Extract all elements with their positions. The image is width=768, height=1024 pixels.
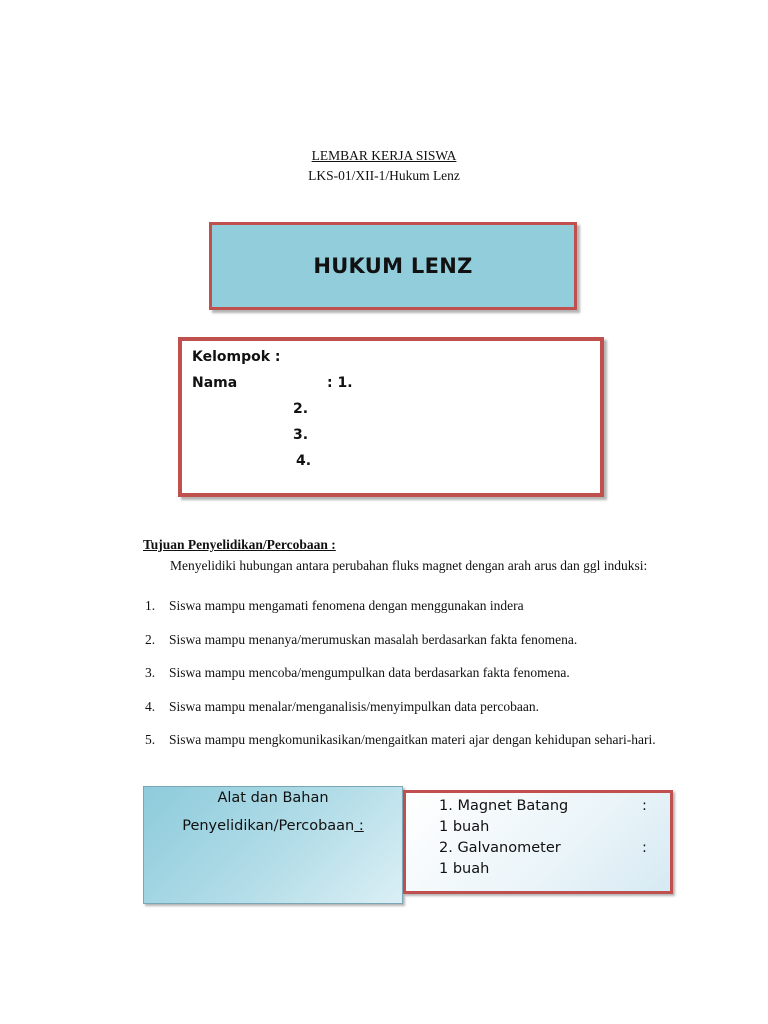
topic-title-box — [209, 222, 577, 310]
objective-text: Siswa mampu menanya/merumuskan masalah berdasarkan fakta fenomena. — [169, 632, 578, 647]
equipment-item-qty: 1 buah — [439, 819, 490, 835]
equipment-item-name: 1. Magnet Batang — [439, 798, 569, 814]
equipment-item-colon: : — [642, 840, 647, 856]
objective-number: 5. — [145, 732, 156, 747]
objective-number: 4. — [145, 699, 156, 714]
nama-number-4: 4. — [296, 453, 312, 469]
document-header — [0, 146, 768, 186]
equipment-heading-line2 — [144, 818, 402, 834]
equipment-heading-box — [143, 786, 403, 904]
objective-number: 3. — [145, 665, 156, 680]
group-info-box — [178, 337, 604, 497]
objective-text: Siswa mampu mengamati fenomena dengan menggunakan indera — [169, 598, 524, 613]
objectives-intro: Menyelidiki hubungan antara perubahan fluks magnet dengan arah arus dan ggl induksi: — [170, 558, 648, 573]
objective-number: 2. — [145, 632, 156, 647]
equipment-item-colon: : — [642, 798, 647, 814]
equipment-heading-line1: Alat dan Bahan — [217, 790, 329, 806]
worksheet-title: LEMBAR KERJA SISWA — [311, 148, 457, 163]
nama-number-2: 2. — [293, 401, 309, 417]
nama-label: Nama — [192, 375, 238, 391]
nama-number-1: : 1. — [327, 375, 353, 391]
objective-number: 1. — [145, 598, 156, 613]
kelompok-label: Kelompok : — [192, 349, 281, 365]
nama-number-3: 3. — [293, 427, 309, 443]
equipment-item-name: 2. Galvanometer — [439, 840, 561, 856]
equipment-heading-text: Penyelidikan/Percobaan — [182, 818, 355, 834]
equipment-list-box — [403, 790, 673, 894]
topic-title: HUKUM LENZ — [313, 254, 473, 278]
objective-text: Siswa mampu mengkomunikasikan/mengaitkan materi ajar dengan kehidupan sehari-hari. — [169, 732, 656, 747]
equipment-item-qty: 1 buah — [439, 861, 490, 877]
objective-text: Siswa mampu menalar/menganalisis/menyimpulkan data percobaan. — [169, 699, 540, 714]
worksheet-code: LKS-01/XII-1/Hukum Lenz — [308, 168, 460, 183]
objectives-heading: Tujuan Penyelidikan/Percobaan : — [143, 537, 336, 552]
equipment-heading-colon: : — [354, 818, 364, 834]
objective-text: Siswa mampu mencoba/mengumpulkan data berdasarkan fakta fenomena. — [169, 665, 570, 680]
